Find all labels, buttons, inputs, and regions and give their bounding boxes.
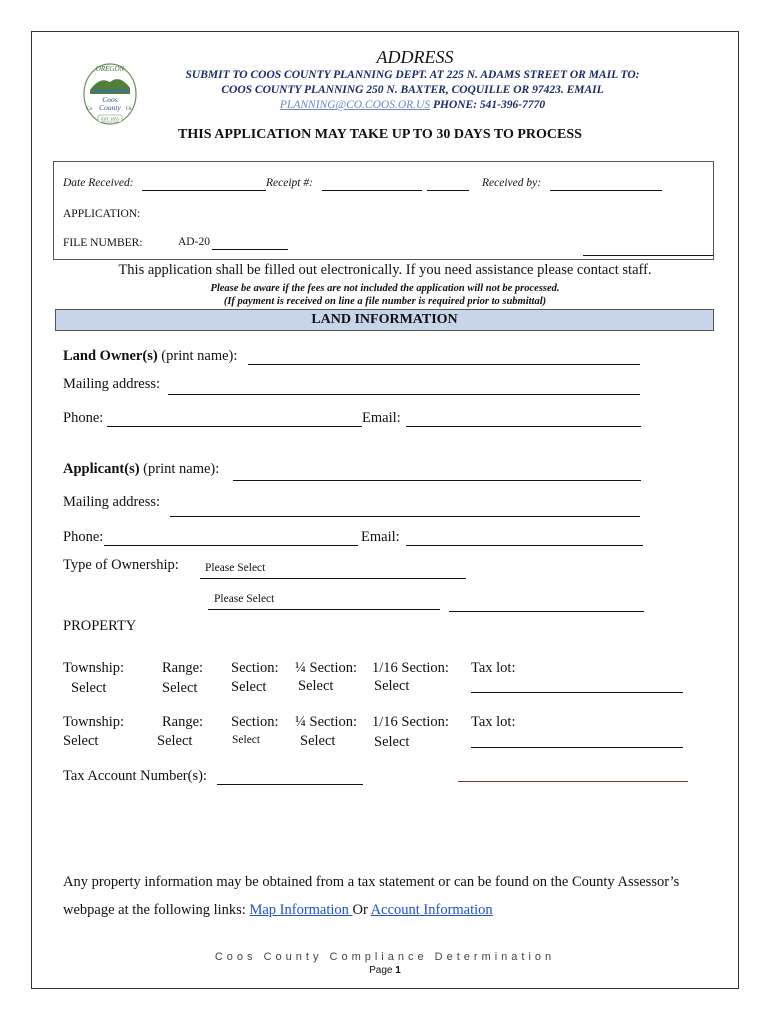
receipt-line-1[interactable] [322, 190, 422, 191]
land-owner-name-field[interactable] [248, 364, 640, 365]
section-select-2[interactable]: Select [232, 734, 261, 746]
applicant-email-label: Email: [361, 529, 400, 545]
land-information-header: LAND INFORMATION [55, 309, 714, 331]
assessor-info-line-2 [63, 902, 493, 919]
section-select-1[interactable]: Select [231, 679, 267, 695]
tax-lot-field-2[interactable] [471, 747, 683, 748]
file-number-label: FILE NUMBER: [63, 237, 143, 249]
range-label-1: Range: [162, 660, 204, 676]
logo-ring-right: Or. [126, 106, 133, 112]
fees-warning [40, 282, 730, 308]
owner-mailing-field[interactable] [168, 394, 640, 395]
assessor-info-prefix: webpage at the following links: [63, 902, 250, 918]
applicant-label [63, 461, 219, 478]
quarter-section-select-2[interactable]: Select [300, 733, 336, 749]
land-owner-label-suffix: (print name): [157, 348, 238, 364]
owner-email-label: Email: [362, 410, 401, 426]
quarter-section-select-1[interactable]: Select [298, 678, 334, 694]
township-select-1[interactable]: Select [71, 680, 107, 696]
logo-est: EST. 1853 [101, 116, 119, 122]
logo-name-1: Coos [102, 95, 118, 104]
submit-line-2: COOS COUNTY PLANNING 250 N. BAXTER, COQUILLE OR 97423. EMAIL [221, 84, 604, 96]
assessor-info-line-1: Any property information may be obtained from a tax statement or can be found on the County Assessor’s [63, 874, 680, 890]
receipt-line-2[interactable] [427, 190, 469, 191]
date-received-label: Date Received: [63, 177, 134, 189]
tax-account-field[interactable] [217, 784, 363, 785]
ownership-subtype-select-line [208, 609, 440, 610]
range-select-1[interactable]: Select [162, 680, 198, 696]
office-use-box [53, 161, 714, 260]
section-label-1: Section: [231, 660, 279, 676]
range-select-2[interactable]: Select [157, 733, 193, 749]
sixteenth-section-label-1: 1/16 Section: [372, 660, 449, 676]
office-extra-line [583, 255, 713, 256]
logo-top-text: OREGON [95, 65, 125, 73]
ownership-type-label: Type of Ownership: [63, 557, 179, 573]
logo-name-2: County [99, 103, 121, 112]
township-label-2: Township: [63, 714, 125, 730]
ownership-subtype-select[interactable]: Please Select [214, 593, 275, 605]
date-received-line[interactable] [142, 190, 266, 191]
page-number-prefix: Page [369, 965, 396, 976]
applicant-phone-field[interactable] [104, 545, 358, 546]
applicant-email-field[interactable] [406, 545, 643, 546]
submit-line-1: SUBMIT TO COOS COUNTY PLANNING DEPT. AT 225 N. ADAMS STREET OR MAIL TO: [185, 69, 640, 81]
township-select-2[interactable]: Select [63, 733, 99, 749]
footer-title: Coos County Compliance Determination [214, 951, 556, 963]
tax-lot-label-1: Tax lot: [471, 660, 516, 676]
quarter-section-label-1: ¼ Section: [295, 660, 358, 676]
ownership-type-select[interactable]: Please Select [205, 562, 266, 574]
applicant-name-field[interactable] [233, 480, 641, 481]
applicant-mailing-field[interactable] [170, 516, 640, 517]
processing-time-notice: THIS APPLICATION MAY TAKE UP TO 30 DAYS TO PROCESS [178, 127, 582, 142]
submit-instructions [150, 68, 675, 113]
section-label-2: Section: [231, 714, 279, 730]
sixteenth-section-label-2: 1/16 Section: [372, 714, 449, 730]
link-separator: Or [352, 902, 371, 918]
file-number-line[interactable] [212, 249, 288, 250]
owner-phone-field[interactable] [107, 426, 362, 427]
page-number [40, 965, 730, 976]
application-label: APPLICATION: [63, 208, 141, 220]
sixteenth-section-select-2[interactable]: Select [374, 734, 410, 750]
township-label-1: Township: [63, 660, 125, 676]
tax-lot-field-1[interactable] [471, 692, 683, 693]
payment-warning-line: (If payment is received on line a file number is required prior to submittal) [223, 296, 547, 307]
ownership-extra-field[interactable] [449, 611, 644, 612]
land-owner-label [63, 348, 237, 365]
page-number-value: 1 [395, 965, 401, 976]
quarter-section-label-2: ¼ Section: [295, 714, 358, 730]
range-label-2: Range: [162, 714, 204, 730]
received-by-line[interactable] [550, 190, 662, 191]
ownership-type-select-line [200, 578, 466, 579]
applicant-mailing-label: Mailing address: [63, 494, 161, 510]
logo-ring-left: Co [86, 106, 93, 112]
land-owner-label-bold: Land Owner(s) [63, 348, 158, 364]
page-title: ADDRESS [376, 47, 454, 67]
property-heading: PROPERTY [63, 618, 137, 634]
applicant-label-suffix: (print name): [139, 461, 220, 477]
planning-email-link[interactable]: PLANNING@CO.COOS.OR.US [279, 99, 431, 111]
owner-email-field[interactable] [406, 426, 641, 427]
owner-phone-label: Phone: [63, 410, 104, 426]
receipt-label: Receipt #: [266, 177, 313, 189]
tax-lot-label-2: Tax lot: [471, 714, 516, 730]
account-information-link[interactable]: Account Information [370, 902, 493, 918]
file-number-prefix: AD-20 [178, 236, 210, 248]
fees-warning-line: Please be aware if the fees are not included the application will not be processed. [210, 283, 560, 294]
received-by-label: Received by: [482, 177, 542, 189]
owner-mailing-label: Mailing address: [63, 376, 161, 392]
sixteenth-section-select-1[interactable]: Select [374, 678, 410, 694]
tax-account-label: Tax Account Number(s): [63, 768, 207, 784]
electronic-notice: This application shall be filled out electronically. If you need assistance please contact staff. [118, 262, 652, 278]
map-information-link[interactable]: Map Information [249, 902, 353, 918]
planning-phone: PHONE: 541-396-7770 [430, 99, 546, 111]
applicant-phone-label: Phone: [63, 529, 104, 545]
coos-county-seal-logo [82, 60, 138, 126]
applicant-label-bold: Applicant(s) [63, 461, 140, 477]
tax-account-extra-field[interactable] [458, 781, 688, 782]
